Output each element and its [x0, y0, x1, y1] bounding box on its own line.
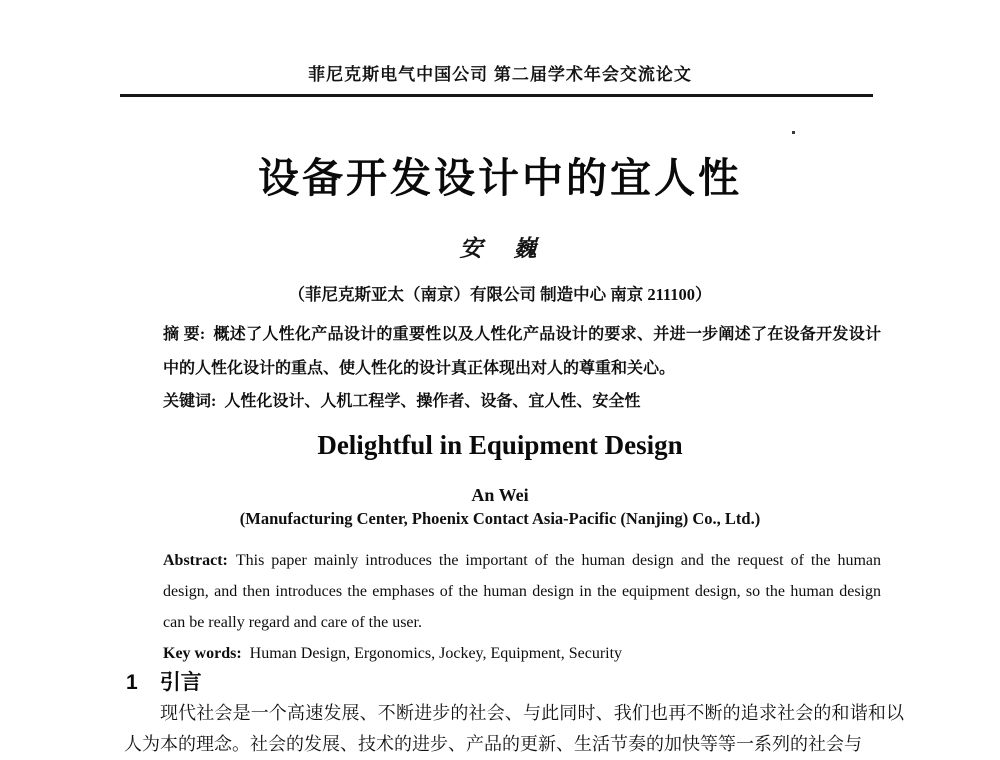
abstract-cn-text: 概述了人性化产品设计的重要性以及人性化产品设计的要求、并进一步阐述了在设备开发设计中的人性化设计的重点、使人性化的设计真正体现出对人的尊重和关心。: [163, 326, 881, 377]
section-1-heading: [126, 666, 202, 696]
keywords-cn-text: 人性化设计、人机工程学、操作者、设备、宜人性、安全性: [224, 393, 641, 410]
section-1-title: 引言: [159, 671, 202, 694]
scan-artifact-dot: [792, 131, 795, 134]
header-rule: [120, 94, 873, 97]
conference-header: 菲尼克斯电气中国公司 第二届学术年会交流论文: [308, 65, 692, 84]
abstract-cn-label: 摘 要:: [163, 326, 206, 343]
keywords-en-text: Human Design, Ergonomics, Jockey, Equipment, Security: [249, 645, 623, 662]
keywords-cn-label: 关键词:: [163, 393, 217, 410]
paper-title-en: Delightful in Equipment Design: [317, 430, 683, 460]
abstract-section-en: [163, 545, 881, 669]
abstract-en-text: This paper mainly introduces the important of the human design and the request of the human design, and then introduces the emphases of the human design in the equipment design, so the human design can be really regard and care of the user.: [163, 552, 881, 631]
abstract-cn: [163, 318, 881, 385]
author-name-cn: 安 巍: [459, 236, 541, 261]
abstract-section-cn: [163, 318, 881, 419]
body-paragraph: 现代社会是一个高速发展、不断进步的社会、与此同时、我们也再不断的追求社会的和谐和以人为本的理念。社会的发展、技术的进步、产品的更新、生活节奏的加快等等一系列的社会与: [124, 703, 904, 754]
affiliation-cn: （菲尼克斯亚太（南京）有限公司 制造中心 南京 211100）: [288, 285, 712, 304]
affiliation-en: (Manufacturing Center, Phoenix Contact Asia-Pacific (Nanjing) Co., Ltd.): [239, 509, 761, 528]
paper-title-cn: 设备开发设计中的宜人性: [258, 155, 742, 201]
author-name-en: An Wei: [471, 485, 529, 505]
keywords-en: [163, 638, 881, 669]
keywords-en-label: Key words:: [163, 645, 242, 662]
abstract-en: [163, 545, 881, 638]
keywords-cn: [163, 385, 881, 419]
section-1-number: 1: [126, 671, 138, 694]
abstract-en-label: Abstract:: [163, 552, 228, 569]
